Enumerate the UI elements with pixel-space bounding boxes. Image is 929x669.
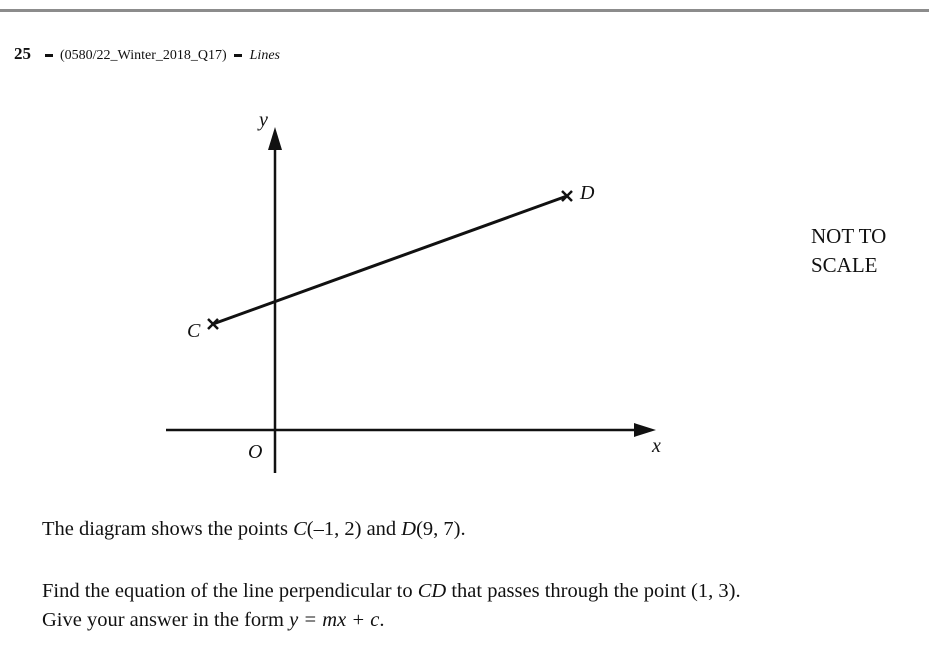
form-expression: y = mx + c: [289, 609, 380, 631]
question-number: 25: [14, 44, 31, 63]
form-prefix: Give your answer in the form: [42, 609, 290, 631]
y-axis-arrowhead: [268, 127, 282, 150]
point-c-label: C: [187, 320, 201, 342]
origin-label: O: [248, 441, 263, 463]
statement-and: and: [361, 518, 402, 540]
not-to-scale-note: [811, 222, 886, 280]
note-line-2: SCALE: [811, 253, 878, 277]
x-axis-label: x: [652, 435, 661, 457]
point-c-name: C: [293, 518, 307, 540]
question-topic: Lines: [249, 48, 280, 63]
form-suffix: .: [379, 609, 385, 631]
point-d-label: D: [580, 182, 595, 204]
task-suffix: that passes through the point (1, 3).: [446, 580, 741, 602]
statement-prefix: The diagram shows the points: [42, 518, 294, 540]
task-line-label: CD: [417, 580, 447, 602]
point-d-coordinates: (9, 7).: [416, 518, 466, 540]
line-cd: [213, 196, 567, 324]
task-prefix: Find the equation of the line perpendicular to: [42, 580, 418, 602]
question-task: [42, 577, 741, 635]
question-reference: (0580/22_Winter_2018_Q17): [60, 48, 227, 63]
answer-form-line: [42, 606, 741, 635]
point-d-name: D: [401, 518, 417, 540]
task-line: [42, 577, 741, 606]
question-statement: [42, 518, 466, 541]
note-line-1: NOT TO: [811, 224, 887, 248]
y-axis-label: y: [259, 109, 268, 131]
point-c-coordinates: (–1, 2): [306, 518, 362, 540]
